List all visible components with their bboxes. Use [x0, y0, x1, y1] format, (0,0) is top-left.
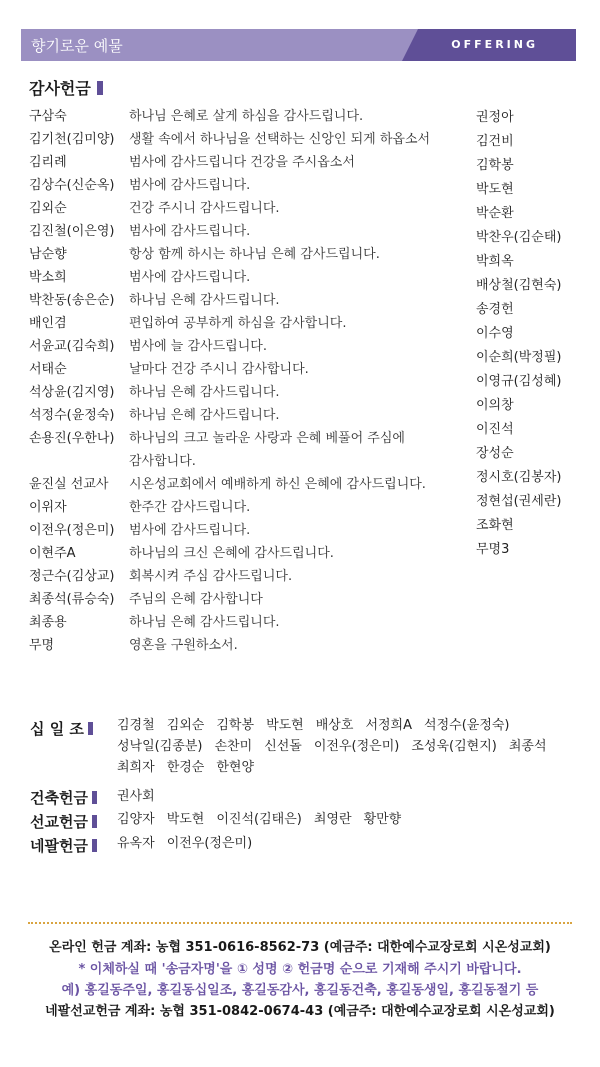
donor-name: 권정아 — [476, 109, 514, 125]
donor-name: 성낙일(김종분) — [117, 739, 203, 754]
building-title — [30, 787, 97, 808]
nepal-title — [30, 835, 97, 856]
thanks-row — [29, 425, 474, 448]
header-subtitle: OFFERING — [451, 38, 538, 51]
thanks-message: 하나님 은혜 감사드립니다. — [129, 615, 280, 630]
thanks-row — [29, 471, 474, 494]
donor-name: 정근수(김상교) — [29, 569, 115, 584]
donor-name: 최종석 — [508, 739, 547, 754]
thanks-row — [29, 241, 474, 264]
donor-name: 최종용 — [29, 615, 67, 630]
thanks-row — [29, 264, 474, 287]
online-account: 온라인 헌금 계좌: 농협 351-0616-8562-73 (예금주: 대한예수교장로회 시온성교회) — [49, 940, 551, 955]
thanks-message: 영혼을 구원하소서. — [129, 638, 238, 653]
donor-name: 김기천(김미양) — [29, 132, 115, 147]
donor-name: 박소희 — [29, 270, 67, 285]
donor-name: 신선돌 — [264, 739, 302, 754]
thanks-message: 하나님의 크신 은혜에 감사드립니다. — [129, 546, 334, 561]
donor-name: 석상윤(김지영) — [29, 385, 115, 400]
donor-name: 이전우(정은미) — [29, 523, 115, 538]
title-marker — [92, 815, 97, 828]
thanks-list — [29, 103, 474, 655]
thanks-row — [29, 310, 474, 333]
thanks-row — [29, 379, 474, 402]
donor-name: 이현주A — [29, 546, 76, 561]
thanks-message: 범사에 감사드립니다 건강을 주시옵소서 — [129, 155, 355, 170]
donor-name: 김상수(신순옥) — [29, 178, 115, 193]
donor-name: 이순희(박정필) — [476, 349, 562, 365]
thanks-message: 항상 함께 하시는 하나님 은혜 감사드립니다. — [129, 247, 380, 262]
thanks-message: 하나님 은혜 감사드립니다. — [129, 385, 280, 400]
donor-name: 권사회 — [117, 789, 155, 804]
donor-name: 황만향 — [363, 812, 402, 827]
thanks-row — [29, 218, 474, 241]
donor-name: 최희자 — [117, 760, 155, 775]
mission-title — [30, 811, 97, 832]
building-names — [117, 786, 577, 807]
donor-name: 장성순 — [476, 445, 514, 461]
donor-name: 조화현 — [476, 517, 514, 533]
nepal-title-text: 네팔헌금 — [30, 837, 88, 855]
donor-name: 남순향 — [29, 247, 67, 262]
donor-name: 서태순 — [29, 362, 67, 377]
mission-title-text: 선교헌금 — [30, 813, 88, 831]
donor-name: 서윤교(김숙희) — [29, 339, 115, 354]
donor-name: 이수영 — [476, 325, 514, 341]
donor-name: 김경철 — [117, 718, 155, 733]
thanks-message: 시온성교회에서 예배하게 하신 은혜에 감사드립니다. — [129, 477, 426, 492]
donor-name: 박찬우(김순태) — [476, 229, 562, 245]
donor-name: 박희옥 — [476, 253, 514, 269]
thanks-row — [29, 149, 474, 172]
title-marker — [92, 791, 97, 804]
title-marker — [97, 81, 103, 95]
thanks-row — [29, 609, 474, 632]
donor-name: 손찬미 — [214, 739, 253, 754]
thanks-message: 회복시켜 주심 감사드립니다. — [129, 569, 293, 584]
thanks-message: 범사에 감사드립니다. — [129, 178, 251, 193]
donor-name: 석정수(윤정숙) — [424, 718, 510, 733]
donor-name: 이위자 — [29, 500, 67, 515]
donor-name: 박도현 — [476, 181, 514, 197]
thanks-message: 날마다 건강 주시니 감사합니다. — [129, 362, 309, 377]
thanks-title-text: 감사헌금 — [29, 79, 91, 98]
donor-name: 배상철(김현숙) — [476, 277, 562, 293]
thanks-row — [29, 195, 474, 218]
tithe-title-text: 십 일 조 — [30, 720, 84, 738]
donor-name: 석정수(윤정숙) — [29, 408, 115, 423]
thanks-message: 주님의 은혜 감사합니다 — [129, 592, 263, 607]
donor-name: 최영란 — [313, 812, 352, 827]
dotted-divider — [28, 922, 572, 924]
thanks-message: 감사합니다. — [129, 454, 196, 469]
donor-name: 박도현 — [266, 718, 304, 733]
thanks-row — [29, 103, 474, 126]
donor-name: 한현양 — [216, 760, 255, 775]
title-marker — [92, 839, 97, 852]
thanks-row — [29, 356, 474, 379]
donor-name: 유옥자 — [117, 836, 155, 851]
transfer-example: 예) 홍길동주일, 홍길동십일조, 홍길동감사, 홍길동건축, 홍길동생일, 홍길동절기 등 — [61, 983, 539, 998]
thanks-row — [29, 586, 474, 609]
donor-name: 이의창 — [476, 397, 514, 413]
donor-name: 김양자 — [117, 812, 155, 827]
donor-name: 최종석(류승숙) — [29, 592, 115, 607]
donor-name: 배인겸 — [29, 316, 67, 331]
thanks-row — [29, 126, 474, 149]
donor-name: 송경헌 — [476, 301, 514, 317]
donor-name: 이진석(김태은) — [216, 812, 302, 827]
thanks-message: 하나님 은혜 감사드립니다. — [129, 408, 280, 423]
tithe-title — [30, 718, 93, 739]
donor-name: 구삼숙 — [29, 109, 67, 124]
donor-name: 손용진(우한나) — [29, 431, 115, 446]
donor-name: 김진철(이은영) — [29, 224, 115, 239]
thanks-row — [29, 540, 474, 563]
donor-name: 박찬동(송은순) — [29, 293, 115, 308]
thanks-row — [29, 287, 474, 310]
donor-name: 이전우(정은미) — [313, 739, 400, 754]
donor-name: 박도현 — [166, 812, 205, 827]
thanks-message: 범사에 늘 감사드립니다. — [129, 339, 267, 354]
thanks-row — [29, 402, 474, 425]
thanks-message: 생활 속에서 하나님을 선택하는 신앙인 되게 하옵소서 — [129, 132, 431, 147]
donor-name: 이진석 — [476, 421, 514, 437]
thanks-message: 하나님 은혜로 살게 하심을 감사드립니다. — [129, 109, 364, 124]
donor-name: 김리례 — [29, 155, 67, 170]
thanks-message: 한주간 감사드립니다. — [129, 500, 251, 515]
donor-name: 무명 — [29, 638, 55, 653]
tithe-names — [117, 715, 577, 778]
transfer-note: * 이체하실 때 '송금자명'을 ① 성명 ② 헌금명 순으로 기재해 주시기 바랍니다. — [78, 962, 522, 977]
donor-name: 김외순 — [29, 201, 67, 216]
thanks-row — [29, 563, 474, 586]
title-marker — [88, 722, 93, 735]
header-title: 향기로운 예물 — [31, 37, 123, 55]
thanks-message: 하나님의 크고 놀라운 사랑과 은혜 베풀어 주심에 — [129, 431, 405, 446]
donor-name: 김학봉 — [216, 718, 255, 733]
thanks-message: 하나님 은혜 감사드립니다. — [129, 293, 280, 308]
nepal-names — [117, 833, 577, 854]
donor-name: 박순환 — [476, 205, 514, 221]
donor-name: 김외순 — [166, 718, 205, 733]
mission-names — [117, 809, 577, 830]
thanks-title — [29, 76, 103, 99]
donor-name: 무명3 — [476, 541, 510, 557]
page-header — [21, 29, 576, 61]
thanks-row — [29, 333, 474, 356]
donor-name: 윤진실 선교사 — [29, 477, 109, 492]
donor-name: 배상호 — [315, 718, 354, 733]
thanks-row — [29, 517, 474, 540]
thanks-message: 범사에 감사드립니다. — [129, 523, 251, 538]
thanks-row — [29, 448, 474, 471]
thanks-row — [29, 632, 474, 655]
donor-name: 조성욱(김현지) — [411, 739, 497, 754]
thanks-row — [29, 494, 474, 517]
donor-name: 이전우(정은미) — [166, 836, 253, 851]
thanks-message: 편입하여 공부하게 하심을 감사합니다. — [129, 316, 347, 331]
thanks-row — [29, 172, 474, 195]
donor-name: 이영규(김성혜) — [476, 373, 562, 389]
thanks-message: 범사에 감사드립니다. — [129, 224, 251, 239]
donor-name: 정시호(김봉자) — [476, 469, 562, 485]
building-title-text: 건축헌금 — [30, 789, 88, 807]
donor-name: 서정희A — [365, 718, 413, 733]
donor-name: 한경순 — [166, 760, 205, 775]
donor-name: 정현섭(권세란) — [476, 493, 562, 509]
donor-name: 김건비 — [476, 133, 514, 149]
nepal-account: 네팔선교헌금 계좌: 농협 351-0842-0674-43 (예금주: 대한예수교장로회 시온성교회) — [45, 1004, 555, 1019]
thanks-message: 범사에 감사드립니다. — [129, 270, 251, 285]
thanks-message: 건강 주시니 감사드립니다. — [129, 201, 280, 216]
donor-name: 김학봉 — [476, 157, 514, 173]
thanks-right-names — [476, 103, 586, 559]
